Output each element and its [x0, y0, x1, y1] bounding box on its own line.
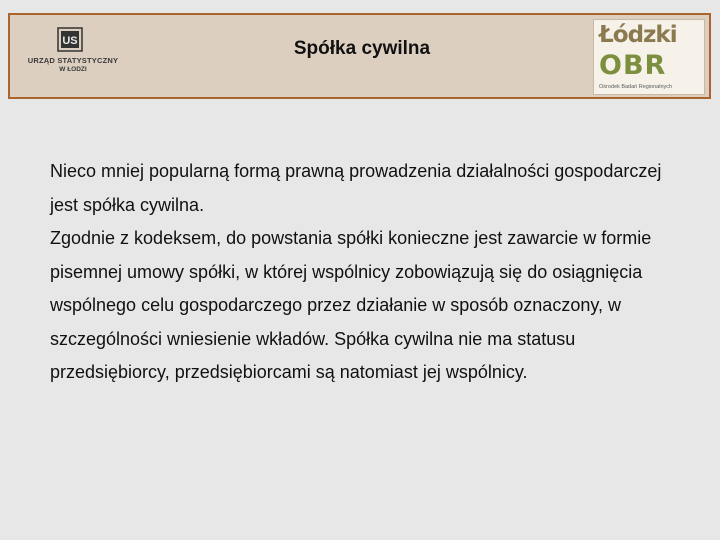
regional-research-logo [593, 19, 705, 95]
logo-word-obr: OBR [599, 50, 667, 81]
paragraph: Zgodnie z kodeksem, do powstania spółki konieczne jest zawarcie w formie pisemnej umowy spółki, w której wspólnicy zobowiązują się do osiągnięcia wspólnego celu gospodarczego przez działanie w sposób oznaczony, w szczególności wniesienie wkładów. Spółka cywilna nie ma statusu przedsiębiorcy, przedsiębiorcami są natomiast jej wspólnicy. [50, 228, 652, 382]
statistics-office-logo [24, 27, 120, 81]
us-logo-icon [57, 27, 83, 52]
svg-text:US: US [62, 35, 78, 47]
slide-header [8, 13, 711, 99]
logo-text-line2: W ŁODZI [59, 66, 87, 73]
logo-word-lodzki: Łódzki [599, 22, 677, 48]
logo-subtitle: Ośrodek Badań Regionalnych [599, 84, 673, 90]
slide-body [50, 155, 690, 390]
slide-title: Spółka cywilna [293, 38, 431, 59]
paragraph: Nieco mniej popularną formą prawną prowadzenia działalności gospodarczej jest spółka cywilna. [50, 161, 662, 215]
logo-text-line1: URZĄD STATYSTYCZNY [27, 56, 119, 65]
